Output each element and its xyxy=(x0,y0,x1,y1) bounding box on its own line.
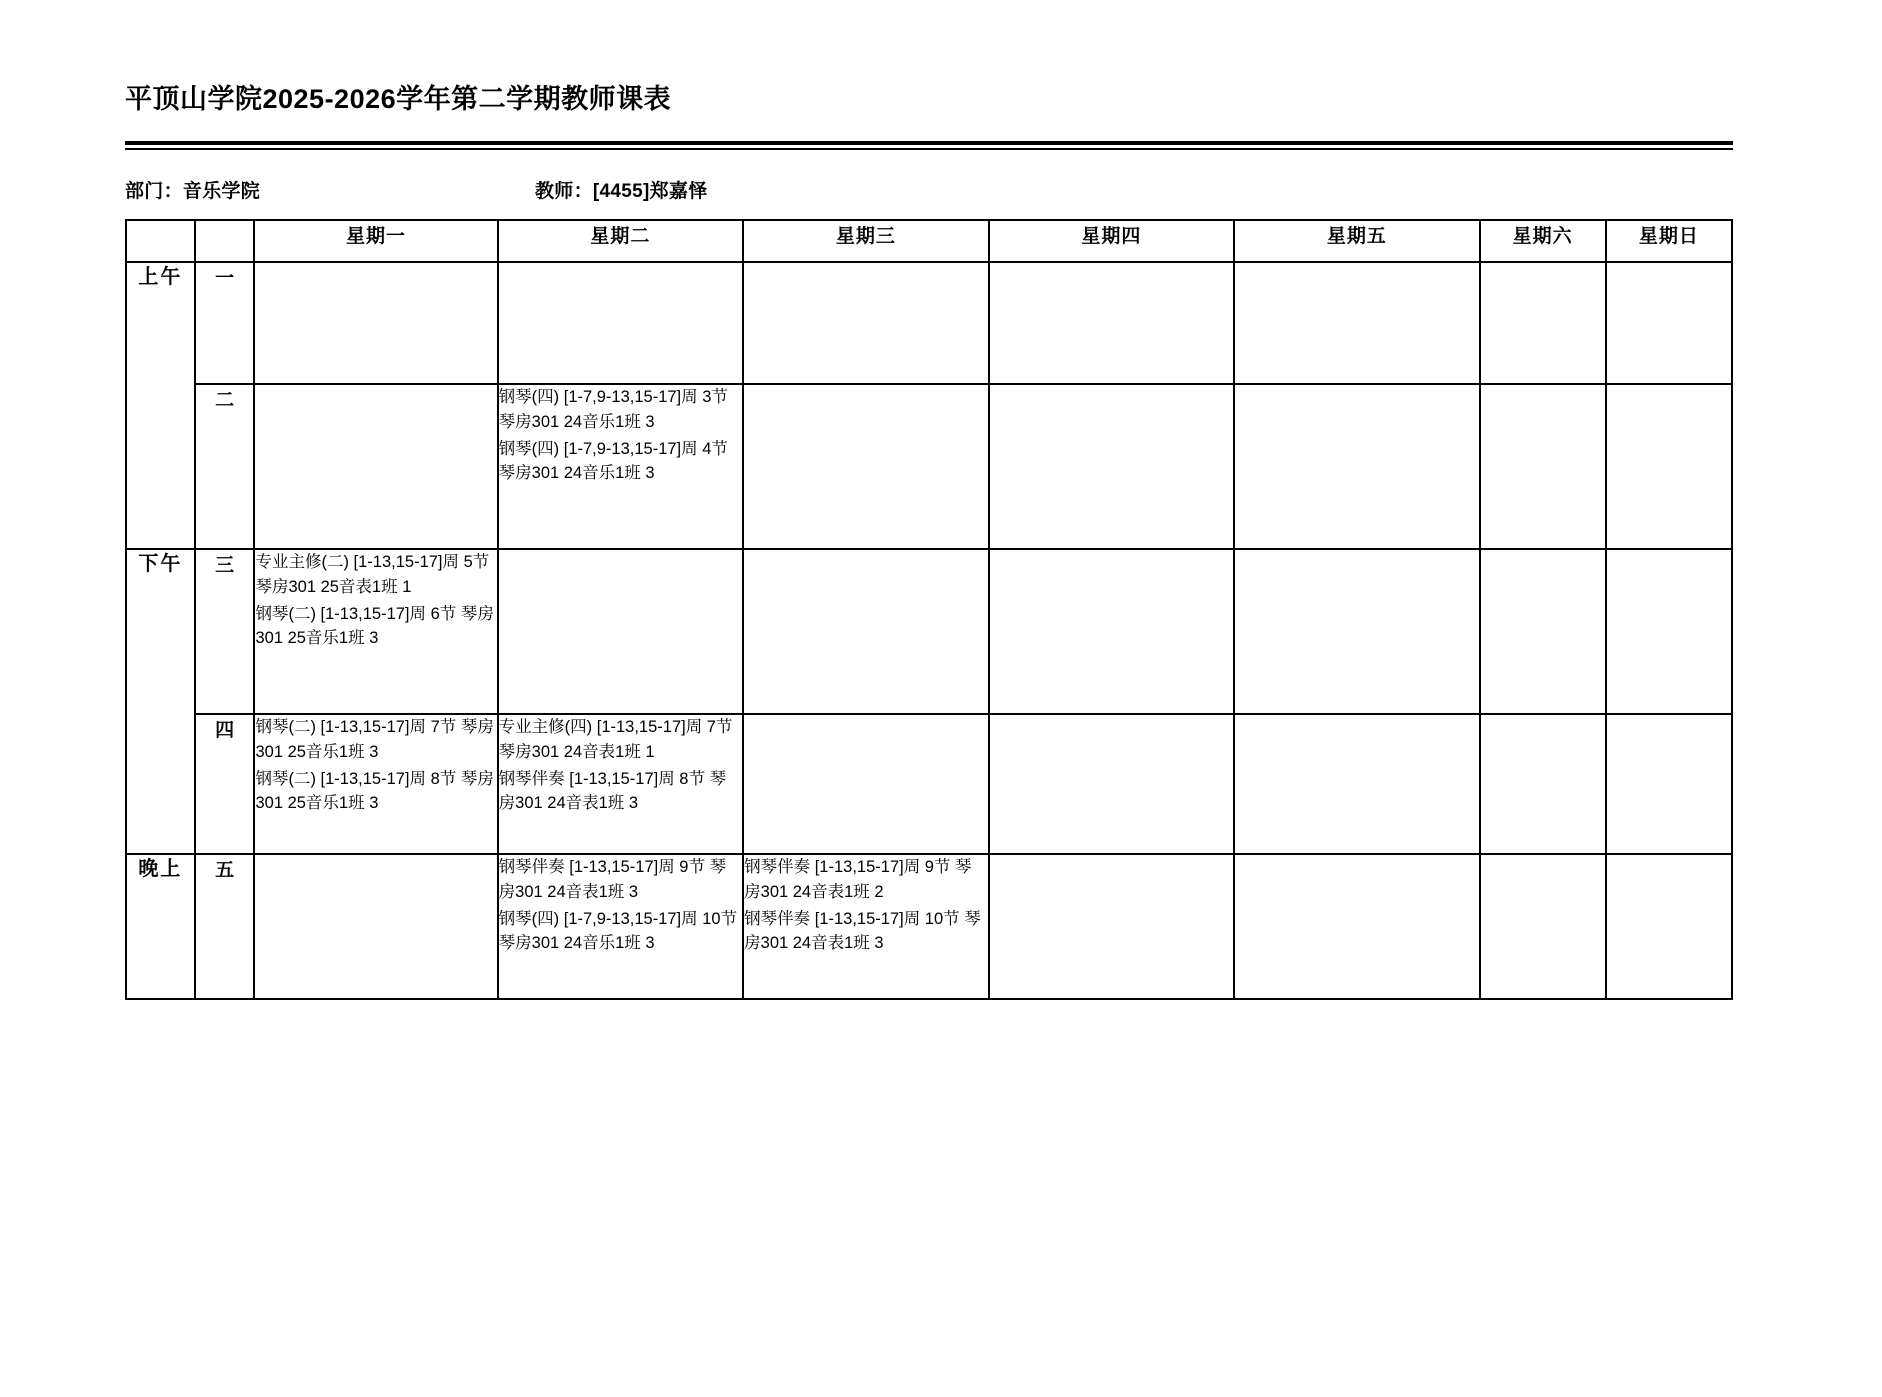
cell-fri-p5[interactable] xyxy=(1234,854,1479,999)
section-label-afternoon: 下午 xyxy=(126,549,195,854)
header-sunday: 星期日 xyxy=(1606,220,1732,262)
cell-thu-p2[interactable] xyxy=(989,384,1234,549)
cell-mon-p4[interactable] xyxy=(254,714,497,854)
cell-sun-p2[interactable] xyxy=(1606,384,1732,549)
period-label-2: 二 xyxy=(195,384,255,549)
cell-sat-p4[interactable] xyxy=(1480,714,1606,854)
cell-wed-p2[interactable] xyxy=(743,384,988,549)
cell-fri-p1[interactable] xyxy=(1234,262,1479,384)
corner-cell-section xyxy=(126,220,195,262)
cell-thu-p3[interactable] xyxy=(989,549,1234,714)
cell-sat-p5[interactable] xyxy=(1480,854,1606,999)
section-label-morning: 上午 xyxy=(126,262,195,549)
department-label: 部门：音乐学院 xyxy=(125,181,261,203)
schedule-table xyxy=(125,219,1733,1000)
cell-thu-p1[interactable] xyxy=(989,262,1234,384)
header-thursday: 星期四 xyxy=(989,220,1234,262)
period-label-4: 四 xyxy=(195,714,255,854)
cell-fri-p2[interactable] xyxy=(1234,384,1479,549)
entry-text: 钢琴伴奏 [1-13,15-17]周 9节 琴房301 24音表1班 2 xyxy=(744,858,972,901)
table-row xyxy=(126,384,1732,549)
cell-tue-p4[interactable] xyxy=(498,714,743,854)
cell-sun-p5[interactable] xyxy=(1606,854,1732,999)
table-row xyxy=(126,854,1732,999)
table-header-row xyxy=(126,220,1732,262)
table-row xyxy=(126,262,1732,384)
entry-text: 钢琴(二) [1-13,15-17]周 8节 琴房301 25音乐1班 3 xyxy=(255,769,494,813)
corner-cell-period xyxy=(195,220,255,262)
entry-text: 钢琴(四) [1-7,9-13,15-17]周 10节 琴房301 24音乐1班 3 xyxy=(498,909,742,953)
period-label-1: 一 xyxy=(195,262,255,384)
teacher-label: 教师：[4455]郑嘉怿 xyxy=(535,181,708,203)
header-tuesday: 星期二 xyxy=(498,220,743,262)
entry-text: 专业主修(二) [1-13,15-17]周 5节 琴房301 25音表1班 1 xyxy=(255,553,494,596)
cell-sun-p1[interactable] xyxy=(1606,262,1732,384)
cell-mon-p5[interactable] xyxy=(254,854,497,999)
cell-tue-p2[interactable] xyxy=(498,384,743,549)
cell-mon-p1[interactable] xyxy=(254,262,497,384)
cell-fri-p4[interactable] xyxy=(1234,714,1479,854)
cell-wed-p4[interactable] xyxy=(743,714,988,854)
period-label-5: 五 xyxy=(195,854,255,999)
entry-text: 钢琴(四) [1-7,9-13,15-17]周 4节 琴房301 24音乐1班 3 xyxy=(498,439,733,483)
cell-tue-p5[interactable] xyxy=(498,854,743,999)
entry-text: 专业主修(四) [1-13,15-17]周 7节 琴房301 24音表1班 1 xyxy=(498,718,738,761)
meta-row xyxy=(125,176,1757,203)
divider-thin-line xyxy=(125,148,1733,150)
title-divider xyxy=(125,141,1733,150)
cell-thu-p4[interactable] xyxy=(989,714,1234,854)
header-saturday: 星期六 xyxy=(1480,220,1606,262)
header-friday: 星期五 xyxy=(1234,220,1479,262)
cell-tue-p3[interactable] xyxy=(498,549,743,714)
entry-text: 钢琴伴奏 [1-13,15-17]周 8节 琴房301 24音表1班 3 xyxy=(498,769,727,813)
cell-sat-p3[interactable] xyxy=(1480,549,1606,714)
entry-text: 钢琴伴奏 [1-13,15-17]周 10节 琴房301 24音表1班 3 xyxy=(744,909,981,953)
table-row xyxy=(126,549,1732,714)
section-label-evening: 晚上 xyxy=(126,854,195,999)
entry-text: 钢琴(二) [1-13,15-17]周 6节 琴房301 25音乐1班 3 xyxy=(255,604,494,648)
cell-tue-p1[interactable] xyxy=(498,262,743,384)
cell-wed-p5[interactable] xyxy=(743,854,988,999)
header-wednesday: 星期三 xyxy=(743,220,988,262)
entry-text: 钢琴伴奏 [1-13,15-17]周 9节 琴房301 24音表1班 3 xyxy=(498,858,727,901)
cell-sat-p2[interactable] xyxy=(1480,384,1606,549)
cell-sun-p4[interactable] xyxy=(1606,714,1732,854)
page-title: 平顶山学院2025-2026学年第二学期教师课表 xyxy=(125,84,672,114)
period-label-3: 三 xyxy=(195,549,255,714)
entry-text: 钢琴(四) [1-7,9-13,15-17]周 3节 琴房301 24音乐1班 3 xyxy=(498,388,733,431)
entry-text: 钢琴(二) [1-13,15-17]周 7节 琴房301 25音乐1班 3 xyxy=(255,718,494,761)
cell-thu-p5[interactable] xyxy=(989,854,1234,999)
cell-wed-p3[interactable] xyxy=(743,549,988,714)
cell-mon-p3[interactable] xyxy=(254,549,497,714)
cell-mon-p2[interactable] xyxy=(254,384,497,549)
cell-fri-p3[interactable] xyxy=(1234,549,1479,714)
cell-wed-p1[interactable] xyxy=(743,262,988,384)
cell-sun-p3[interactable] xyxy=(1606,549,1732,714)
table-row xyxy=(126,714,1732,854)
header-monday: 星期一 xyxy=(254,220,497,262)
cell-sat-p1[interactable] xyxy=(1480,262,1606,384)
